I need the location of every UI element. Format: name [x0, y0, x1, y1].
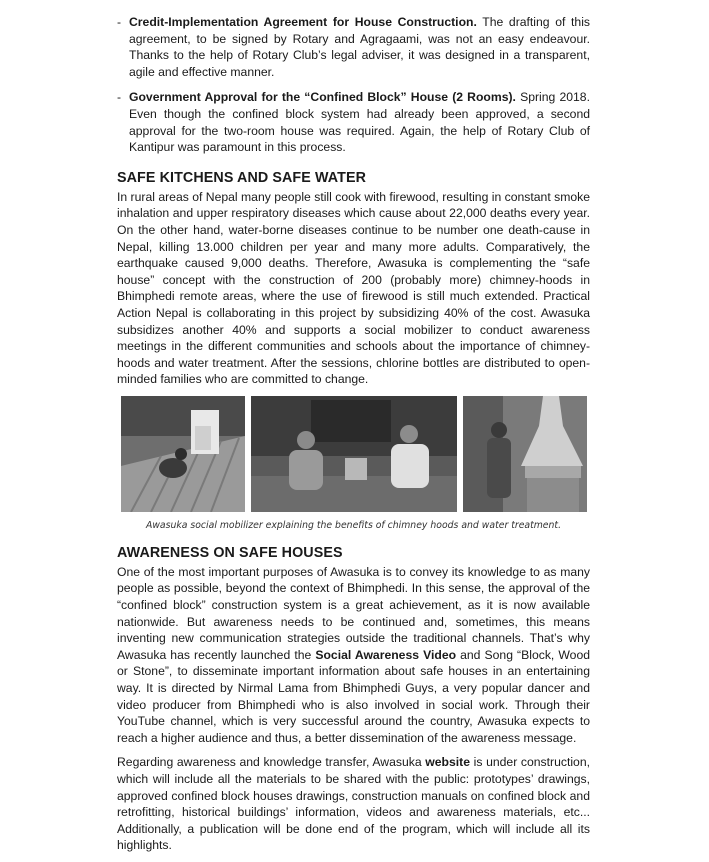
bullet-item [117, 14, 590, 80]
section-heading-awareness: AWARENESS ON SAFE HOUSES [117, 544, 343, 561]
kitchens-paragraph: In rural areas of Nepal many people still cook with firewood, resulting in constant smoke inhalation and upper respiratory diseases which cause about 22,000 deaths every year. On the other hand, water-borne diseases continue to be number one death-cause in Nepal, killing 13.000 children per year and many more adults. Comparatively, the earthquake caused 9,000 deaths. Therefore, Awasuka is complementing the “safe house” concept with the construction of 200 (probably more) chimney-hoods in Bhimphedi remote areas, where the use of firewood is still much extended. Practical Action Nepal is collaborating in this project by subsidizing 40% of the cost. Awasuka subsidizes another 40% and supports a social mobilizer to conduct awareness meetings in the different communities and schools about the importance of chimney-hoods and water treatment. After the sessions, chlorine bottles are distributed to open-minded families who are committed to change. [117, 189, 590, 387]
bullet-text [129, 14, 590, 80]
bullet-title: Credit-Implementation Agreement for House Construction. [129, 15, 477, 29]
bullet-dash: - [117, 15, 122, 29]
photo-strip [117, 396, 590, 514]
document-page [117, 14, 590, 862]
text-run: Regarding awareness and knowledge transfer, Awasuka [117, 755, 426, 770]
bullet-body: The drafting of this agreement, to be signed by Rotary and Agragaami, was not an easy endeavour. Thanks to the help of Rotary Club’s legal adviser, it was designed in a transparent, agile and effective manner. [129, 15, 590, 79]
bullet-text [129, 89, 590, 155]
awareness-paragraph-2 [117, 754, 590, 854]
awareness-paragraph-1 [117, 564, 590, 747]
photo-mobilizer-family [251, 396, 457, 512]
bullet-dash: - [117, 90, 122, 105]
photo-roof-chimney [121, 396, 245, 512]
text-run: and Song “Block, Wood or Stone”, to disseminate important information about safe houses in an entertaining way. It is directed by Nirmal Lama from Bhimphedi Guys, a very popular dancer and video producer from Bhimphedi who is also involved in social work. Through their YouTube channel, which is very successful around the country, Awasuka expects to reach a higher audience and thus, a better dissemination of the awareness message. [117, 647, 590, 745]
section-heading-kitchens: SAFE KITCHENS AND SAFE WATER [117, 169, 367, 186]
bold-link-website: website [425, 755, 470, 770]
photo-caption: Awasuka social mobilizer explaining the benefits of chimney hoods and water treatment. [145, 519, 562, 531]
photo-chimney-hood [463, 396, 587, 512]
bullet-title: Government Approval for the “Confined Block” House (2 Rooms). [129, 90, 516, 105]
bullet-body: Spring 2018. Even though the confined block system had already been approved, a second approval for the two-room house was required. Again, the help of Rotary Club of Kantipur was paramount in this process. [129, 90, 590, 155]
bold-link-video: Social Awareness Video [315, 647, 457, 662]
text-run: is under construction, which will include all the materials to be shared with the public: prototypes’ drawings, approved confined block houses drawings, construction manuals on confined block and retrofitting, historical buildings’ information, videos and awareness materials, etc... Additionally, a publication will be done end of the program, which will include all its highlights. [117, 755, 590, 853]
text-run: One of the most important purposes of Awasuka is to convey its knowledge to as many people as possible, beyond the context of Bhimphedi. In this sense, the approval of the “confined block” construction system is a great achievement, as it is now available nationwide. But awareness needs to be continued and, sometimes, this means inventing new communication strategies outside the traditional channels. That’s why Awasuka has recently launched the [117, 564, 590, 662]
bullet-item [117, 89, 590, 155]
